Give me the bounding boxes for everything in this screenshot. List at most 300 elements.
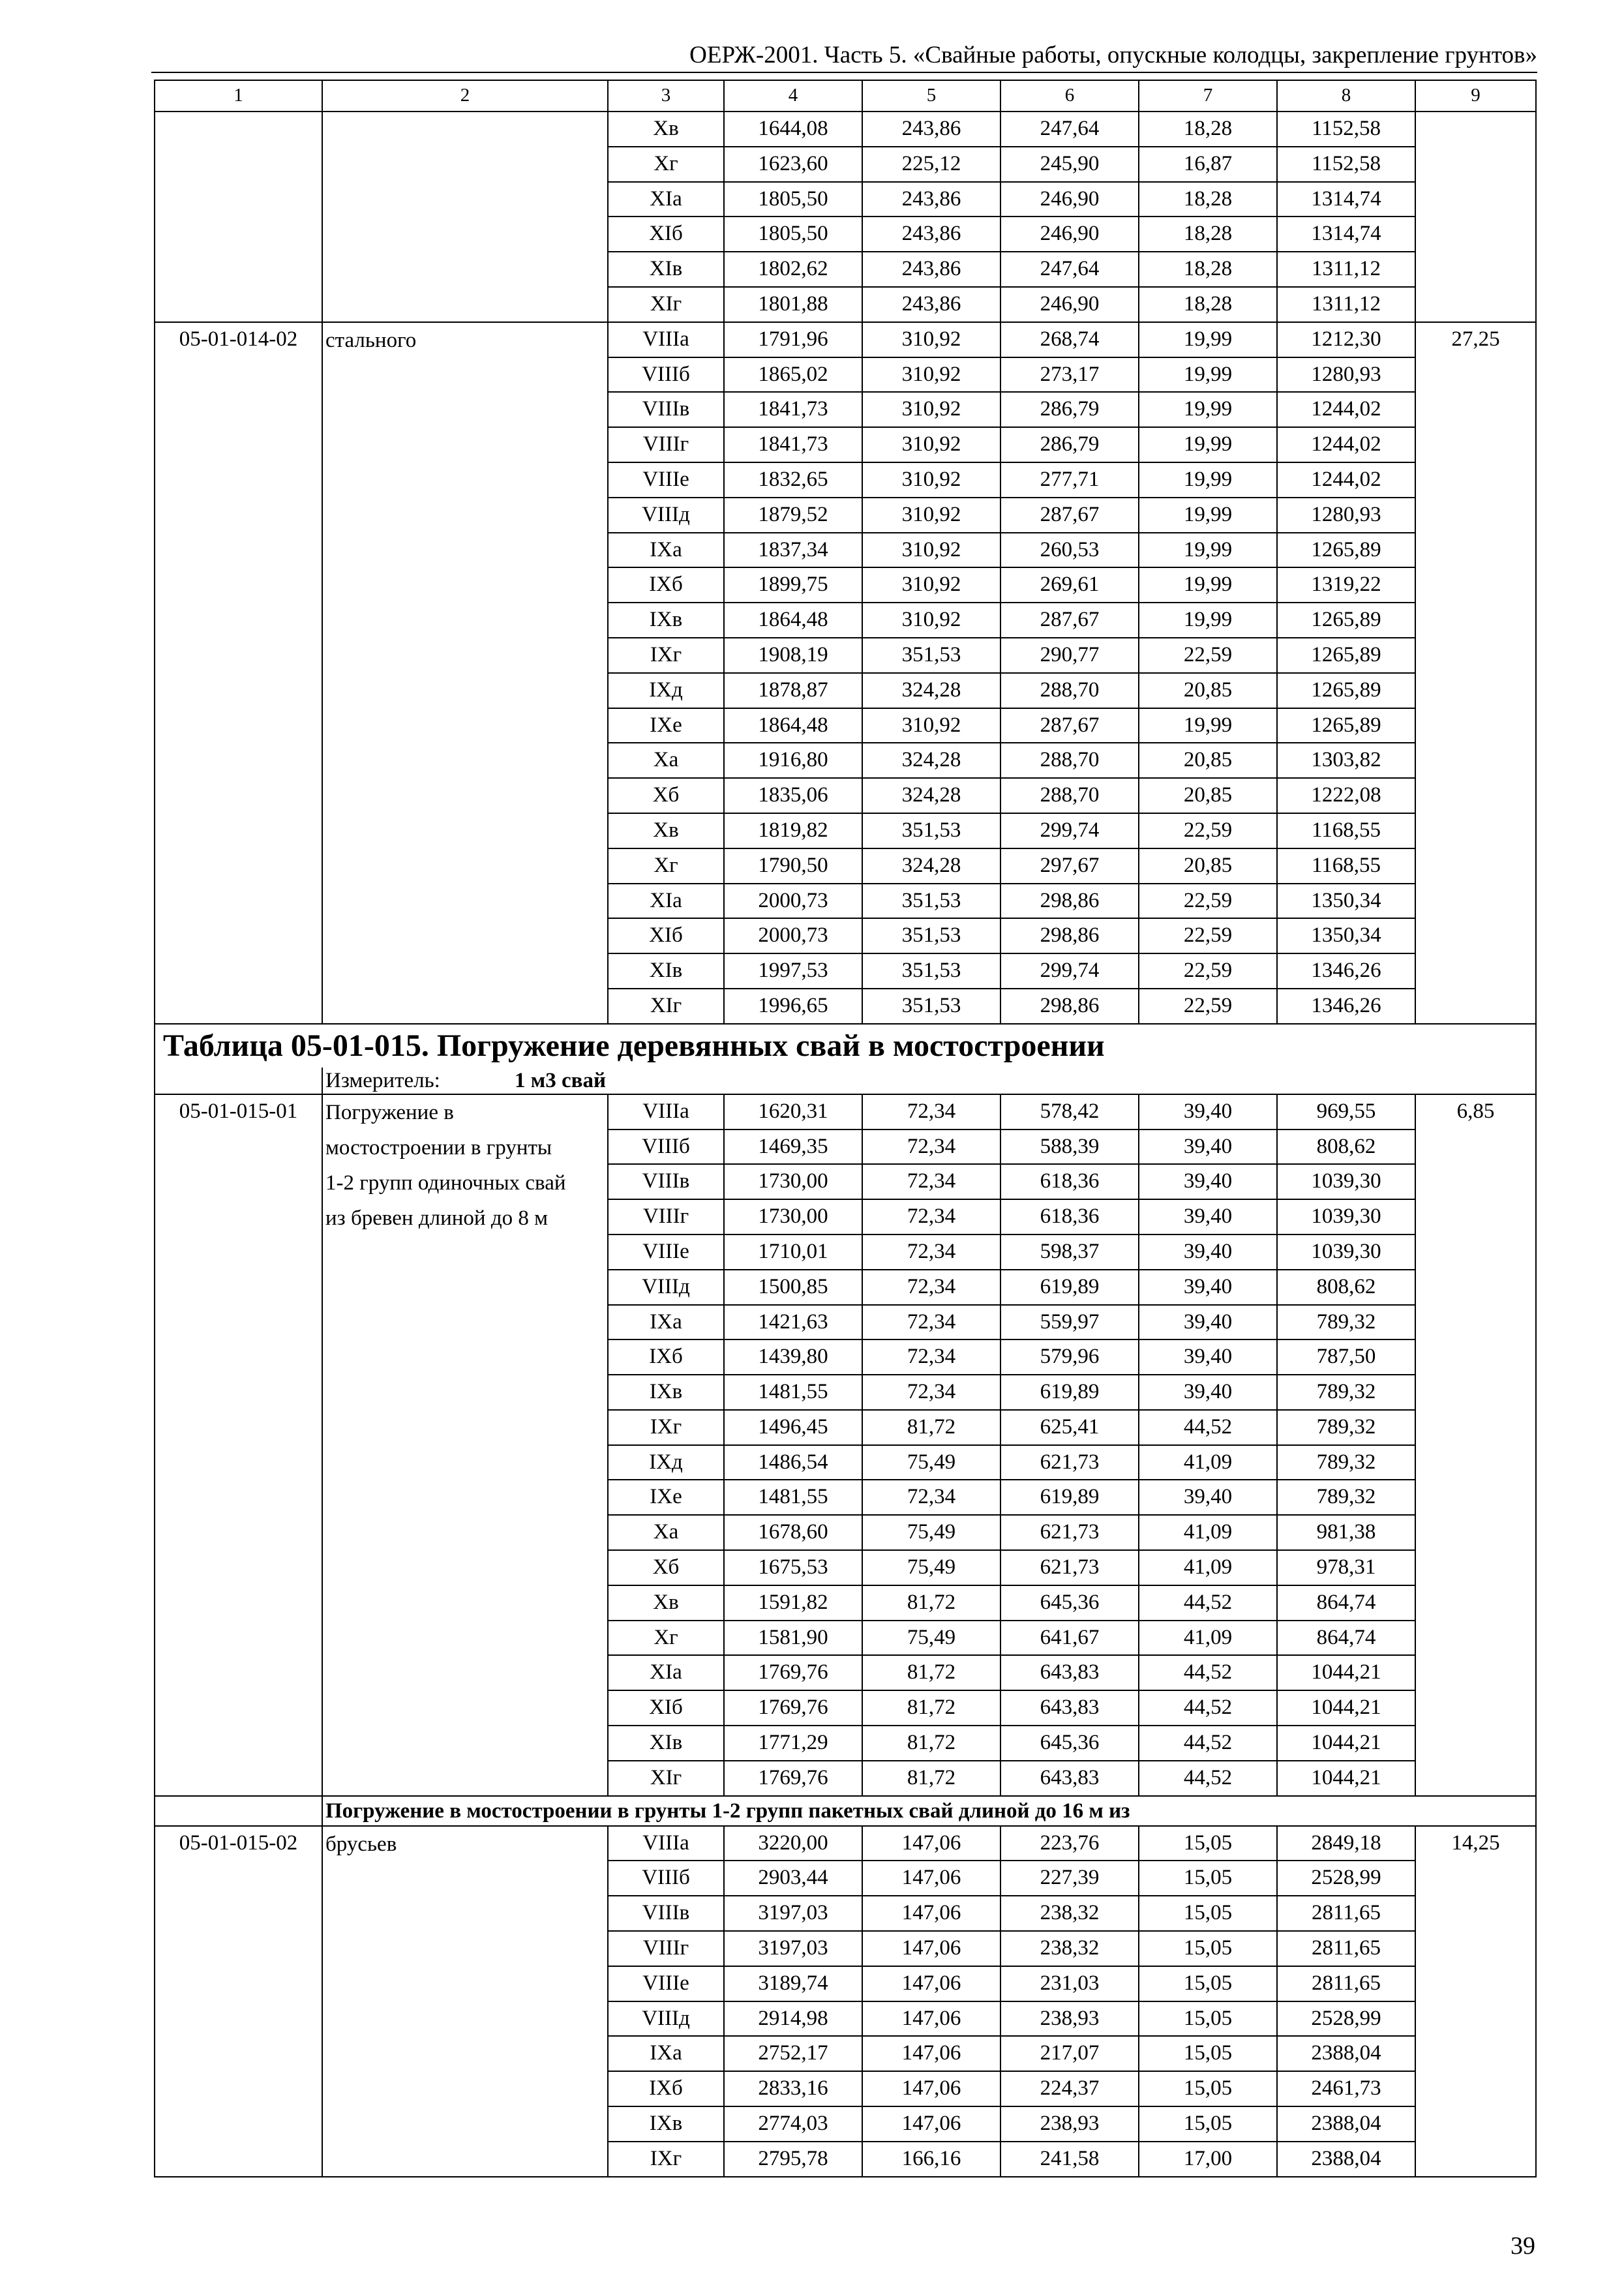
value-cell: 789,32 <box>1277 1445 1415 1480</box>
value-cell: 1421,63 <box>724 1305 862 1340</box>
value-cell: 1805,50 <box>724 217 862 252</box>
value-cell: 15,05 <box>1139 2036 1277 2071</box>
subtitle-row <box>155 1796 1536 1826</box>
value-cell: 19,99 <box>1139 322 1277 357</box>
value-cell: 81,72 <box>862 1410 1000 1445</box>
value-cell: 1675,53 <box>724 1550 862 1585</box>
value-cell: 2811,65 <box>1277 1966 1415 2001</box>
value-cell: 1864,48 <box>724 603 862 638</box>
value-cell: 1496,45 <box>724 1410 862 1445</box>
soil-group-cell: Xг <box>608 147 724 182</box>
value-cell: 227,39 <box>1000 1861 1139 1896</box>
value-cell: 39,40 <box>1139 1270 1277 1305</box>
value-cell: 1212,30 <box>1277 322 1415 357</box>
value-cell: 22,59 <box>1139 638 1277 673</box>
value-cell: 2903,44 <box>724 1861 862 1896</box>
value-cell: 72,34 <box>862 1199 1000 1234</box>
value-cell: 1168,55 <box>1277 813 1415 848</box>
value-cell: 238,32 <box>1000 1896 1139 1931</box>
value-cell: 1350,34 <box>1277 918 1415 953</box>
value-cell: 20,85 <box>1139 673 1277 708</box>
description-line: стального <box>325 328 417 352</box>
value-cell: 1469,35 <box>724 1130 862 1165</box>
value-cell: 324,28 <box>862 673 1000 708</box>
value-cell: 1152,58 <box>1277 147 1415 182</box>
rates-table <box>154 80 1537 2177</box>
value-cell: 147,06 <box>862 1861 1000 1896</box>
value-cell: 625,41 <box>1000 1410 1139 1445</box>
soil-group-cell: Xб <box>608 1550 724 1585</box>
description-line: из бревен длиной до 8 м <box>325 1206 548 1230</box>
value-cell: 241,58 <box>1000 2142 1139 2177</box>
soil-group-cell: XIв <box>608 1726 724 1761</box>
section-unit-row <box>155 1068 1536 1094</box>
value-cell: 2795,78 <box>724 2142 862 2177</box>
soil-group-cell: VIIIа <box>608 322 724 357</box>
value-cell: 1044,21 <box>1277 1690 1415 1726</box>
value-cell: 1819,82 <box>724 813 862 848</box>
soil-group-cell: IXв <box>608 2106 724 2142</box>
value-cell: 1996,65 <box>724 989 862 1024</box>
value-cell: 310,92 <box>862 462 1000 498</box>
value-cell: 217,07 <box>1000 2036 1139 2071</box>
value-cell: 19,99 <box>1139 498 1277 533</box>
value-cell: 310,92 <box>862 322 1000 357</box>
soil-group-cell: IXа <box>608 533 724 568</box>
value-cell: 22,59 <box>1139 884 1277 919</box>
value-cell: 81,72 <box>862 1726 1000 1761</box>
value-cell: 1878,87 <box>724 673 862 708</box>
value-cell: 641,67 <box>1000 1621 1139 1656</box>
value-cell: 247,64 <box>1000 112 1139 147</box>
value-cell: 243,86 <box>862 182 1000 217</box>
value-cell: 245,90 <box>1000 147 1139 182</box>
soil-group-cell: IXа <box>608 1305 724 1340</box>
value-cell: 39,40 <box>1139 1339 1277 1375</box>
value-cell: 619,89 <box>1000 1375 1139 1410</box>
description-line: мостостроении в грунты <box>325 1135 552 1159</box>
value-cell: 44,52 <box>1139 1585 1277 1621</box>
value-cell: 15,05 <box>1139 1966 1277 2001</box>
table-row <box>155 1094 1536 1130</box>
value-cell: 15,05 <box>1139 1931 1277 1966</box>
soil-group-cell: IXв <box>608 1375 724 1410</box>
value-cell: 39,40 <box>1139 1094 1277 1130</box>
value-cell: 2461,73 <box>1277 2071 1415 2106</box>
value-cell: 643,83 <box>1000 1761 1139 1796</box>
soil-group-cell: XIа <box>608 1655 724 1690</box>
value-cell: 243,86 <box>862 287 1000 322</box>
value-cell: 588,39 <box>1000 1130 1139 1165</box>
value-cell: 351,53 <box>862 989 1000 1024</box>
value-cell: 19,99 <box>1139 533 1277 568</box>
value-cell: 299,74 <box>1000 953 1139 989</box>
value-cell: 1865,02 <box>724 357 862 393</box>
description-cell <box>322 322 608 1024</box>
value-cell: 1346,26 <box>1277 953 1415 989</box>
value-cell: 2811,65 <box>1277 1931 1415 1966</box>
value-cell: 1864,48 <box>724 708 862 743</box>
value-cell: 72,34 <box>862 1305 1000 1340</box>
value-cell: 1439,80 <box>724 1339 862 1375</box>
soil-group-cell: VIIIг <box>608 427 724 462</box>
value-cell: 1044,21 <box>1277 1726 1415 1761</box>
column-number: 7 <box>1139 80 1277 112</box>
value-cell: 621,73 <box>1000 1445 1139 1480</box>
column-number: 9 <box>1415 80 1536 112</box>
soil-group-cell: Xа <box>608 1515 724 1550</box>
value-cell: 243,86 <box>862 112 1000 147</box>
value-cell: 1486,54 <box>724 1445 862 1480</box>
value-cell: 298,86 <box>1000 918 1139 953</box>
value-cell: 1244,02 <box>1277 427 1415 462</box>
value-cell: 1350,34 <box>1277 884 1415 919</box>
soil-group-cell: IXг <box>608 1410 724 1445</box>
value-cell: 1591,82 <box>724 1585 862 1621</box>
section-title-row <box>155 1024 1536 1068</box>
value-cell: 310,92 <box>862 533 1000 568</box>
value-cell: 19,99 <box>1139 708 1277 743</box>
soil-group-cell: VIIIб <box>608 1861 724 1896</box>
value-cell: 44,52 <box>1139 1655 1277 1690</box>
soil-group-cell: XIб <box>608 1690 724 1726</box>
value-cell: 643,83 <box>1000 1690 1139 1726</box>
soil-group-cell: IXе <box>608 708 724 743</box>
value-cell: 81,72 <box>862 1761 1000 1796</box>
value-cell: 3197,03 <box>724 1896 862 1931</box>
value-cell: 18,28 <box>1139 112 1277 147</box>
value-cell: 310,92 <box>862 498 1000 533</box>
value-cell: 81,72 <box>862 1585 1000 1621</box>
value-cell: 268,74 <box>1000 322 1139 357</box>
value-cell: 789,32 <box>1277 1375 1415 1410</box>
soil-group-cell: IXв <box>608 603 724 638</box>
value-cell: 246,90 <box>1000 287 1139 322</box>
col9-cell <box>1415 112 1536 322</box>
value-cell: 15,05 <box>1139 2071 1277 2106</box>
value-cell: 75,49 <box>862 1445 1000 1480</box>
soil-group-cell: XIг <box>608 287 724 322</box>
value-cell: 1916,80 <box>724 743 862 778</box>
value-cell: 1879,52 <box>724 498 862 533</box>
value-cell: 1044,21 <box>1277 1761 1415 1796</box>
value-cell: 269,61 <box>1000 567 1139 603</box>
value-cell: 1303,82 <box>1277 743 1415 778</box>
value-cell: 290,77 <box>1000 638 1139 673</box>
value-cell: 41,09 <box>1139 1445 1277 1480</box>
value-cell: 277,71 <box>1000 462 1139 498</box>
value-cell: 2000,73 <box>724 918 862 953</box>
value-cell: 351,53 <box>862 953 1000 989</box>
soil-group-cell: IXб <box>608 2071 724 2106</box>
value-cell: 808,62 <box>1277 1130 1415 1165</box>
soil-group-cell: XIг <box>608 989 724 1024</box>
value-cell: 22,59 <box>1139 953 1277 989</box>
value-cell: 288,70 <box>1000 778 1139 813</box>
value-cell: 2914,98 <box>724 2001 862 2037</box>
soil-group-cell: XIг <box>608 1761 724 1796</box>
value-cell: 288,70 <box>1000 673 1139 708</box>
soil-group-cell: VIIIб <box>608 1130 724 1165</box>
value-cell: 72,34 <box>862 1270 1000 1305</box>
value-cell: 1039,30 <box>1277 1234 1415 1270</box>
soil-group-cell: IXб <box>608 1339 724 1375</box>
value-cell: 1835,06 <box>724 778 862 813</box>
value-cell: 1244,02 <box>1277 462 1415 498</box>
table-title: Таблица 05-01-015. Погружение деревянных свай в мостостроении <box>155 1024 1536 1068</box>
subtitle: Погружение в мостостроении в грунты 1-2 групп пакетных свай длиной до 16 м из <box>322 1796 1536 1826</box>
value-cell: 18,28 <box>1139 287 1277 322</box>
value-cell: 1265,89 <box>1277 673 1415 708</box>
unit-spacer <box>155 1068 322 1094</box>
value-cell: 2388,04 <box>1277 2106 1415 2142</box>
value-cell: 246,90 <box>1000 182 1139 217</box>
value-cell: 559,97 <box>1000 1305 1139 1340</box>
description-cell <box>322 1094 608 1796</box>
value-cell: 147,06 <box>862 2106 1000 2142</box>
value-cell: 310,92 <box>862 603 1000 638</box>
value-cell: 1730,00 <box>724 1164 862 1199</box>
value-cell: 17,00 <box>1139 2142 1277 2177</box>
value-cell: 1769,76 <box>724 1655 862 1690</box>
value-cell: 1222,08 <box>1277 778 1415 813</box>
value-cell: 41,09 <box>1139 1550 1277 1585</box>
value-cell: 81,72 <box>862 1655 1000 1690</box>
value-cell: 310,92 <box>862 427 1000 462</box>
value-cell: 19,99 <box>1139 392 1277 427</box>
value-cell: 287,67 <box>1000 498 1139 533</box>
value-cell: 39,40 <box>1139 1480 1277 1515</box>
value-cell: 72,34 <box>862 1234 1000 1270</box>
value-cell: 243,86 <box>862 252 1000 287</box>
value-cell: 1481,55 <box>724 1480 862 1515</box>
soil-group-cell: VIIIб <box>608 357 724 393</box>
value-cell: 351,53 <box>862 884 1000 919</box>
value-cell: 1265,89 <box>1277 533 1415 568</box>
value-cell: 324,28 <box>862 848 1000 884</box>
value-cell: 231,03 <box>1000 1966 1139 2001</box>
value-cell: 2774,03 <box>724 2106 862 2142</box>
value-cell: 147,06 <box>862 2001 1000 2037</box>
value-cell: 1710,01 <box>724 1234 862 1270</box>
soil-group-cell: VIIIд <box>608 498 724 533</box>
value-cell: 1790,50 <box>724 848 862 884</box>
value-cell: 39,40 <box>1139 1130 1277 1165</box>
value-cell: 1265,89 <box>1277 603 1415 638</box>
value-cell: 619,89 <box>1000 1480 1139 1515</box>
value-cell: 238,93 <box>1000 2001 1139 2037</box>
value-cell: 1500,85 <box>724 1270 862 1305</box>
table-row <box>155 1826 1536 1861</box>
value-cell: 286,79 <box>1000 427 1139 462</box>
value-cell: 1039,30 <box>1277 1199 1415 1234</box>
value-cell: 288,70 <box>1000 743 1139 778</box>
soil-group-cell: IXг <box>608 638 724 673</box>
soil-group-cell: VIIIв <box>608 1896 724 1931</box>
unit-value: 1 м3 свай <box>515 1068 606 1092</box>
soil-group-cell: VIIIа <box>608 1094 724 1130</box>
value-cell: 19,99 <box>1139 603 1277 638</box>
value-cell: 789,32 <box>1277 1305 1415 1340</box>
soil-group-cell: Xг <box>608 848 724 884</box>
unit-cell <box>322 1068 1536 1094</box>
soil-group-cell: IXд <box>608 673 724 708</box>
value-cell: 19,99 <box>1139 357 1277 393</box>
value-cell: 310,92 <box>862 392 1000 427</box>
value-cell: 1314,74 <box>1277 182 1415 217</box>
value-cell: 298,86 <box>1000 989 1139 1024</box>
value-cell: 621,73 <box>1000 1515 1139 1550</box>
code-cell: 05-01-014-02 <box>155 322 322 1024</box>
value-cell: 981,38 <box>1277 1515 1415 1550</box>
value-cell: 223,76 <box>1000 1826 1139 1861</box>
value-cell: 18,28 <box>1139 182 1277 217</box>
value-cell: 1152,58 <box>1277 112 1415 147</box>
soil-group-cell: IXе <box>608 1480 724 1515</box>
value-cell: 1908,19 <box>724 638 862 673</box>
soil-group-cell: VIIIд <box>608 2001 724 2037</box>
value-cell: 2528,99 <box>1277 2001 1415 2037</box>
value-cell: 287,67 <box>1000 603 1139 638</box>
value-cell: 286,79 <box>1000 392 1139 427</box>
value-cell: 2849,18 <box>1277 1826 1415 1861</box>
value-cell: 1841,73 <box>724 392 862 427</box>
soil-group-cell: Xб <box>608 778 724 813</box>
value-cell: 22,59 <box>1139 989 1277 1024</box>
soil-group-cell: IXд <box>608 1445 724 1480</box>
table-row <box>155 112 1536 147</box>
column-number-row <box>155 80 1536 112</box>
value-cell: 1481,55 <box>724 1375 862 1410</box>
value-cell: 2528,99 <box>1277 1861 1415 1896</box>
soil-group-cell: VIIIг <box>608 1199 724 1234</box>
soil-group-cell: IXа <box>608 2036 724 2071</box>
value-cell: 247,64 <box>1000 252 1139 287</box>
unit-label: Измеритель: <box>325 1068 440 1092</box>
value-cell: 20,85 <box>1139 848 1277 884</box>
value-cell: 645,36 <box>1000 1726 1139 1761</box>
code-cell <box>155 112 322 322</box>
value-cell: 351,53 <box>862 813 1000 848</box>
page-header: ОЕРЖ-2001. Часть 5. «Свайные работы, опускные колодцы, закрепление грунтов» <box>689 42 1537 68</box>
value-cell: 147,06 <box>862 1931 1000 1966</box>
subtitle-spacer <box>155 1796 322 1826</box>
value-cell: 645,36 <box>1000 1585 1139 1621</box>
value-cell: 22,59 <box>1139 918 1277 953</box>
soil-group-cell: XIв <box>608 252 724 287</box>
column-number: 5 <box>862 80 1000 112</box>
soil-group-cell: Xа <box>608 743 724 778</box>
value-cell: 1791,96 <box>724 322 862 357</box>
col9-cell: 27,25 <box>1415 322 1536 1024</box>
value-cell: 324,28 <box>862 743 1000 778</box>
value-cell: 39,40 <box>1139 1199 1277 1234</box>
soil-group-cell: Xв <box>608 112 724 147</box>
value-cell: 15,05 <box>1139 1826 1277 1861</box>
soil-group-cell: VIIIв <box>608 1164 724 1199</box>
value-cell: 147,06 <box>862 1896 1000 1931</box>
value-cell: 1837,34 <box>724 533 862 568</box>
header-rule <box>151 72 1537 73</box>
value-cell: 351,53 <box>862 638 1000 673</box>
description-cell <box>322 112 608 322</box>
value-cell: 166,16 <box>862 2142 1000 2177</box>
value-cell: 287,67 <box>1000 708 1139 743</box>
value-cell: 299,74 <box>1000 813 1139 848</box>
col9-cell: 6,85 <box>1415 1094 1536 1796</box>
value-cell: 1678,60 <box>724 1515 862 1550</box>
value-cell: 1319,22 <box>1277 567 1415 603</box>
value-cell: 787,50 <box>1277 1339 1415 1375</box>
value-cell: 147,06 <box>862 1966 1000 2001</box>
value-cell: 1771,29 <box>724 1726 862 1761</box>
value-cell: 44,52 <box>1139 1410 1277 1445</box>
column-number: 3 <box>608 80 724 112</box>
value-cell: 1346,26 <box>1277 989 1415 1024</box>
value-cell: 969,55 <box>1277 1094 1415 1130</box>
value-cell: 19,99 <box>1139 462 1277 498</box>
value-cell: 224,37 <box>1000 2071 1139 2106</box>
value-cell: 579,96 <box>1000 1339 1139 1375</box>
value-cell: 246,90 <box>1000 217 1139 252</box>
value-cell: 1623,60 <box>724 147 862 182</box>
description-cell <box>322 1826 608 2177</box>
column-number: 1 <box>155 80 322 112</box>
value-cell: 864,74 <box>1277 1585 1415 1621</box>
soil-group-cell: Xг <box>608 1621 724 1656</box>
value-cell: 808,62 <box>1277 1270 1415 1305</box>
value-cell: 598,37 <box>1000 1234 1139 1270</box>
value-cell: 643,83 <box>1000 1655 1139 1690</box>
value-cell: 789,32 <box>1277 1480 1415 1515</box>
value-cell: 1280,93 <box>1277 498 1415 533</box>
code-cell: 05-01-015-02 <box>155 1826 322 2177</box>
value-cell: 324,28 <box>862 778 1000 813</box>
value-cell: 298,86 <box>1000 884 1139 919</box>
value-cell: 310,92 <box>862 567 1000 603</box>
value-cell: 18,28 <box>1139 217 1277 252</box>
column-number: 8 <box>1277 80 1415 112</box>
value-cell: 1769,76 <box>724 1690 862 1726</box>
column-number: 6 <box>1000 80 1139 112</box>
value-cell: 15,05 <box>1139 1896 1277 1931</box>
value-cell: 75,49 <box>862 1550 1000 1585</box>
value-cell: 1581,90 <box>724 1621 862 1656</box>
value-cell: 3197,03 <box>724 1931 862 1966</box>
value-cell: 15,05 <box>1139 1861 1277 1896</box>
value-cell: 72,34 <box>862 1164 1000 1199</box>
value-cell: 297,67 <box>1000 848 1139 884</box>
value-cell: 1832,65 <box>724 462 862 498</box>
value-cell: 1730,00 <box>724 1199 862 1234</box>
value-cell: 578,42 <box>1000 1094 1139 1130</box>
value-cell: 1311,12 <box>1277 252 1415 287</box>
value-cell: 1644,08 <box>724 112 862 147</box>
value-cell: 1265,89 <box>1277 708 1415 743</box>
soil-group-cell: VIIIе <box>608 462 724 498</box>
soil-group-cell: XIа <box>608 884 724 919</box>
value-cell: 621,73 <box>1000 1550 1139 1585</box>
soil-group-cell: XIб <box>608 918 724 953</box>
soil-group-cell: XIб <box>608 217 724 252</box>
soil-group-cell: XIв <box>608 953 724 989</box>
value-cell: 22,59 <box>1139 813 1277 848</box>
soil-group-cell: Xв <box>608 813 724 848</box>
description-line: брусьев <box>325 1832 397 1856</box>
value-cell: 618,36 <box>1000 1199 1139 1234</box>
value-cell: 238,93 <box>1000 2106 1139 2142</box>
value-cell: 19,99 <box>1139 567 1277 603</box>
